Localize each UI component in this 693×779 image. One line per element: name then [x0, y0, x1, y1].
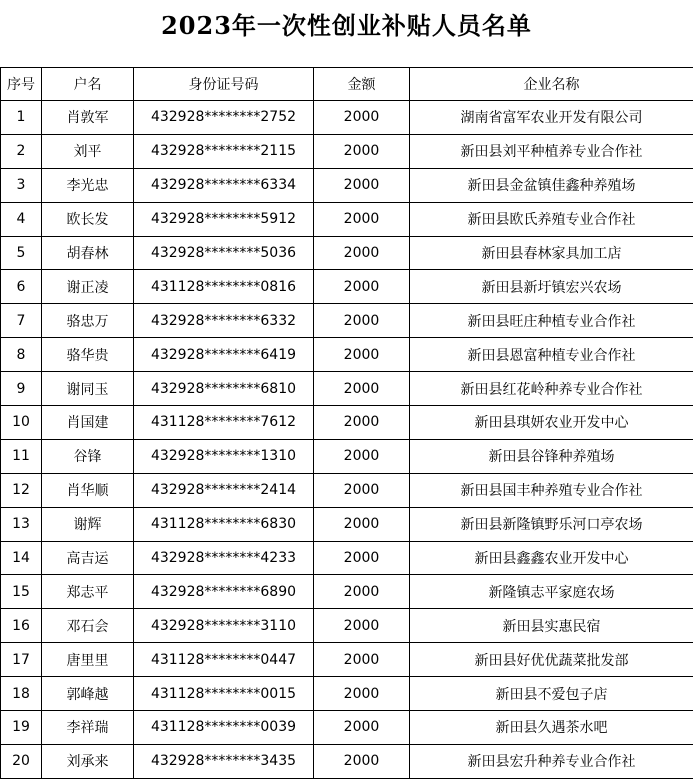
cell-name: 骆华贵 — [42, 338, 134, 372]
cell-company: 新田县国丰种养殖专业合作社 — [410, 473, 693, 507]
cell-amount: 2000 — [314, 677, 410, 711]
cell-seq: 7 — [1, 304, 42, 338]
cell-amount: 2000 — [314, 575, 410, 609]
cell-seq: 3 — [1, 168, 42, 202]
table-body — [1, 101, 693, 779]
cell-amount: 2000 — [314, 643, 410, 677]
cell-id-number: 432928********5036 — [134, 236, 314, 270]
cell-amount: 2000 — [314, 711, 410, 745]
cell-id-number: 432928********6332 — [134, 304, 314, 338]
cell-amount: 2000 — [314, 541, 410, 575]
table-header-row — [1, 68, 693, 101]
cell-id-number: 431128********0039 — [134, 711, 314, 745]
cell-id-number: 432928********2115 — [134, 134, 314, 168]
table-row — [1, 236, 693, 270]
cell-amount: 2000 — [314, 609, 410, 643]
table-row — [1, 372, 693, 406]
cell-amount: 2000 — [314, 507, 410, 541]
cell-name: 郭峰越 — [42, 677, 134, 711]
cell-seq: 14 — [1, 541, 42, 575]
cell-seq: 20 — [1, 744, 42, 778]
cell-seq: 9 — [1, 372, 42, 406]
table-row — [1, 101, 693, 135]
table-row — [1, 643, 693, 677]
cell-id-number: 432928********6890 — [134, 575, 314, 609]
table-row — [1, 202, 693, 236]
cell-company: 新田县刘平种植养专业合作社 — [410, 134, 693, 168]
cell-company: 新田县春林家具加工店 — [410, 236, 693, 270]
cell-seq: 12 — [1, 473, 42, 507]
cell-name: 唐里里 — [42, 643, 134, 677]
cell-company: 新田县旺庄种植专业合作社 — [410, 304, 693, 338]
cell-name: 胡春林 — [42, 236, 134, 270]
cell-seq: 5 — [1, 236, 42, 270]
cell-company: 新田县恩富种植专业合作社 — [410, 338, 693, 372]
cell-amount: 2000 — [314, 473, 410, 507]
cell-company: 新田县谷锋种养殖场 — [410, 439, 693, 473]
table-row — [1, 711, 693, 745]
cell-name: 肖国建 — [42, 406, 134, 440]
cell-amount: 2000 — [314, 372, 410, 406]
cell-amount: 2000 — [314, 101, 410, 135]
cell-id-number: 431128********0015 — [134, 677, 314, 711]
table-row — [1, 304, 693, 338]
subsidy-roster-table — [0, 67, 693, 779]
cell-seq: 16 — [1, 609, 42, 643]
cell-company: 新田县好优优蔬菜批发部 — [410, 643, 693, 677]
table-row — [1, 507, 693, 541]
cell-seq: 6 — [1, 270, 42, 304]
cell-amount: 2000 — [314, 270, 410, 304]
cell-company: 新田县新隆镇野乐河口亭农场 — [410, 507, 693, 541]
column-header-company: 企业名称 — [410, 68, 693, 101]
cell-name: 刘平 — [42, 134, 134, 168]
cell-name: 肖敦军 — [42, 101, 134, 135]
cell-id-number: 432928********4233 — [134, 541, 314, 575]
table-row — [1, 677, 693, 711]
cell-company: 湖南省富军农业开发有限公司 — [410, 101, 693, 135]
cell-name: 肖华顺 — [42, 473, 134, 507]
cell-amount: 2000 — [314, 168, 410, 202]
cell-id-number: 432928********2752 — [134, 101, 314, 135]
cell-name: 邓石会 — [42, 609, 134, 643]
cell-name: 谷锋 — [42, 439, 134, 473]
table-row — [1, 134, 693, 168]
cell-company: 新田县鑫鑫农业开发中心 — [410, 541, 693, 575]
cell-id-number: 431128********0447 — [134, 643, 314, 677]
table-row — [1, 439, 693, 473]
cell-name: 骆忠万 — [42, 304, 134, 338]
cell-company: 新田县欧氏养殖专业合作社 — [410, 202, 693, 236]
table-row — [1, 406, 693, 440]
table-row — [1, 270, 693, 304]
cell-id-number: 432928********6810 — [134, 372, 314, 406]
table-row — [1, 609, 693, 643]
cell-company: 新田县琪妍农业开发中心 — [410, 406, 693, 440]
cell-id-number: 431128********6830 — [134, 507, 314, 541]
cell-amount: 2000 — [314, 202, 410, 236]
cell-name: 谢同玉 — [42, 372, 134, 406]
cell-name: 谢辉 — [42, 507, 134, 541]
cell-id-number: 431128********0816 — [134, 270, 314, 304]
cell-seq: 8 — [1, 338, 42, 372]
cell-company: 新田县新圩镇宏兴农场 — [410, 270, 693, 304]
cell-name: 李祥瑞 — [42, 711, 134, 745]
cell-amount: 2000 — [314, 406, 410, 440]
cell-id-number: 432928********2414 — [134, 473, 314, 507]
cell-name: 郑志平 — [42, 575, 134, 609]
table-row — [1, 575, 693, 609]
cell-id-number: 432928********3110 — [134, 609, 314, 643]
cell-seq: 1 — [1, 101, 42, 135]
table-row — [1, 168, 693, 202]
cell-company: 新田县红花岭种养专业合作社 — [410, 372, 693, 406]
column-header-id-number: 身份证号码 — [134, 68, 314, 101]
column-header-amount: 金额 — [314, 68, 410, 101]
table-row — [1, 541, 693, 575]
cell-company: 新田县宏升种养专业合作社 — [410, 744, 693, 778]
cell-company: 新田县不爱包子店 — [410, 677, 693, 711]
cell-company: 新隆镇志平家庭农场 — [410, 575, 693, 609]
cell-name: 欧长发 — [42, 202, 134, 236]
cell-name: 高吉运 — [42, 541, 134, 575]
cell-amount: 2000 — [314, 744, 410, 778]
cell-amount: 2000 — [314, 338, 410, 372]
cell-amount: 2000 — [314, 236, 410, 270]
cell-id-number: 432928********1310 — [134, 439, 314, 473]
cell-seq: 18 — [1, 677, 42, 711]
cell-company: 新田县金盆镇佳鑫种养殖场 — [410, 168, 693, 202]
cell-seq: 4 — [1, 202, 42, 236]
cell-seq: 17 — [1, 643, 42, 677]
column-header-seq: 序号 — [1, 68, 42, 101]
cell-id-number: 432928********6334 — [134, 168, 314, 202]
cell-amount: 2000 — [314, 439, 410, 473]
cell-amount: 2000 — [314, 134, 410, 168]
cell-seq: 11 — [1, 439, 42, 473]
cell-seq: 2 — [1, 134, 42, 168]
cell-name: 李光忠 — [42, 168, 134, 202]
cell-seq: 13 — [1, 507, 42, 541]
table-row — [1, 744, 693, 778]
cell-company: 新田县久遇茶水吧 — [410, 711, 693, 745]
cell-seq: 19 — [1, 711, 42, 745]
table-row — [1, 473, 693, 507]
cell-id-number: 432928********3435 — [134, 744, 314, 778]
cell-name: 刘承来 — [42, 744, 134, 778]
cell-id-number: 432928********6419 — [134, 338, 314, 372]
cell-seq: 10 — [1, 406, 42, 440]
cell-name: 谢正凌 — [42, 270, 134, 304]
cell-amount: 2000 — [314, 304, 410, 338]
cell-id-number: 432928********5912 — [134, 202, 314, 236]
table-row — [1, 338, 693, 372]
cell-seq: 15 — [1, 575, 42, 609]
cell-id-number: 431128********7612 — [134, 406, 314, 440]
cell-company: 新田县实惠民宿 — [410, 609, 693, 643]
column-header-name: 户名 — [42, 68, 134, 101]
page-title: 2023年一次性创业补贴人员名单 — [0, 8, 693, 44]
